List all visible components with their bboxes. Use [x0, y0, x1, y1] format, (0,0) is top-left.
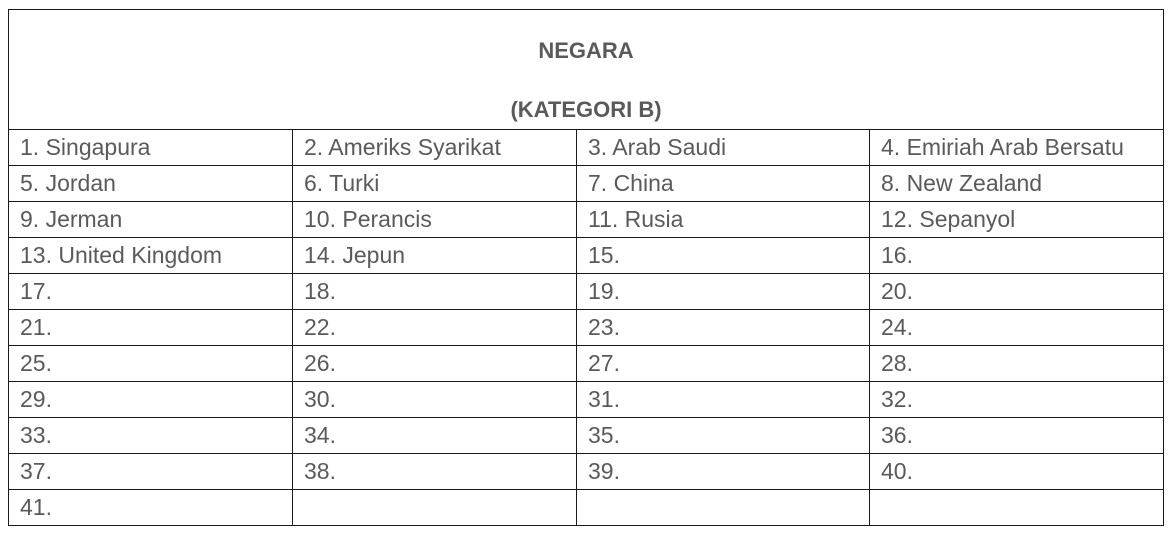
table-cell: 5. Jordan — [9, 166, 293, 202]
table-cell: 36. — [870, 418, 1164, 454]
table-row — [9, 382, 1164, 418]
table-cell: 18. — [293, 274, 577, 310]
table-cell: 32. — [870, 382, 1164, 418]
table-cell: 34. — [293, 418, 577, 454]
table-cell: 22. — [293, 310, 577, 346]
table-cell: 7. China — [577, 166, 870, 202]
table-row — [9, 310, 1164, 346]
table-cell: 10. Perancis — [293, 202, 577, 238]
table-cell — [293, 490, 577, 526]
table-row — [9, 346, 1164, 382]
table-title: NEGARA — [538, 38, 634, 63]
table-cell: 33. — [9, 418, 293, 454]
table-cell: 30. — [293, 382, 577, 418]
table-cell: 13. United Kingdom — [9, 238, 293, 274]
table-cell: 1. Singapura — [9, 130, 293, 166]
table-cell: 24. — [870, 310, 1164, 346]
table-row — [9, 130, 1164, 166]
table-subtitle: (KATEGORI B) — [510, 97, 662, 122]
table-cell: 39. — [577, 454, 870, 490]
table-cell: 14. Jepun — [293, 238, 577, 274]
table-header-cell — [9, 10, 1164, 130]
table-cell: 28. — [870, 346, 1164, 382]
country-table-body — [9, 10, 1164, 526]
table-cell: 16. — [870, 238, 1164, 274]
table-row — [9, 490, 1164, 526]
table-row — [9, 166, 1164, 202]
table-cell: 41. — [9, 490, 293, 526]
table-cell: 4. Emiriah Arab Bersatu — [870, 130, 1164, 166]
table-cell: 29. — [9, 382, 293, 418]
table-row — [9, 454, 1164, 490]
table-cell: 25. — [9, 346, 293, 382]
table-cell: 31. — [577, 382, 870, 418]
table-cell: 9. Jerman — [9, 202, 293, 238]
table-cell — [870, 490, 1164, 526]
table-cell: 6. Turki — [293, 166, 577, 202]
table-cell: 37. — [9, 454, 293, 490]
table-cell: 38. — [293, 454, 577, 490]
table-header-row — [9, 10, 1164, 130]
table-cell: 27. — [577, 346, 870, 382]
table-cell: 35. — [577, 418, 870, 454]
table-cell: 40. — [870, 454, 1164, 490]
table-cell: 20. — [870, 274, 1164, 310]
table-cell: 23. — [577, 310, 870, 346]
table-cell: 12. Sepanyol — [870, 202, 1164, 238]
table-cell: 26. — [293, 346, 577, 382]
table-cell: 3. Arab Saudi — [577, 130, 870, 166]
table-cell: 11. Rusia — [577, 202, 870, 238]
table-row — [9, 202, 1164, 238]
table-row — [9, 274, 1164, 310]
table-cell: 2. Ameriks Syarikat — [293, 130, 577, 166]
table-row — [9, 418, 1164, 454]
table-cell — [577, 490, 870, 526]
country-table — [8, 9, 1164, 526]
table-cell: 19. — [577, 274, 870, 310]
table-cell: 15. — [577, 238, 870, 274]
table-cell: 8. New Zealand — [870, 166, 1164, 202]
table-cell: 17. — [9, 274, 293, 310]
table-cell: 21. — [9, 310, 293, 346]
table-row — [9, 238, 1164, 274]
